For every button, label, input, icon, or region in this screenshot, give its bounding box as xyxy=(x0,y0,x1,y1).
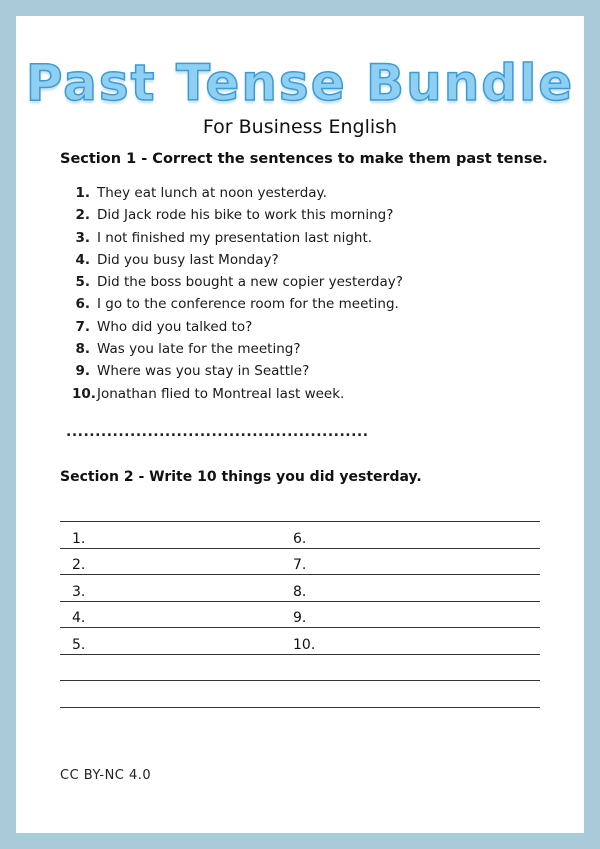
writing-line[interactable] xyxy=(60,602,540,629)
line-number-right: 10. xyxy=(293,636,316,653)
item-text: Did the boss bought a new copier yesterday? xyxy=(97,274,403,291)
line-number-left: 5. xyxy=(72,636,86,653)
line-number-left: 1. xyxy=(72,530,86,547)
list-item xyxy=(72,338,403,360)
item-number: 7. xyxy=(75,318,90,335)
writing-line[interactable] xyxy=(60,522,540,549)
item-text: I go to the conference room for the meeting. xyxy=(97,296,399,313)
list-item xyxy=(72,271,403,293)
item-number: 1. xyxy=(75,185,90,201)
list-item xyxy=(72,360,403,382)
list-item xyxy=(72,227,403,249)
line-number-right: 9. xyxy=(293,610,307,626)
list-item xyxy=(72,204,403,226)
line-number-left: 3. xyxy=(72,583,86,600)
item-text: Jonathan flied to Montreal last week. xyxy=(97,385,345,402)
section-1-heading: Section 1 - Correct the sentences to make them past tense. xyxy=(60,151,548,167)
writing-lines xyxy=(60,521,540,708)
item-number: 3. xyxy=(75,229,90,246)
item-number: 10. xyxy=(72,385,96,402)
item-text: Was you late for the meeting? xyxy=(97,341,301,358)
writing-line[interactable] xyxy=(60,681,540,708)
worksheet-page xyxy=(16,16,584,833)
item-text: They eat lunch at noon yesterday. xyxy=(97,185,327,201)
page-title: Past Tense Bundle xyxy=(25,54,575,112)
item-number: 4. xyxy=(75,251,90,268)
item-number: 2. xyxy=(75,207,90,224)
page-subtitle: For Business English xyxy=(202,116,398,138)
list-item xyxy=(72,383,403,405)
item-number: 9. xyxy=(75,363,90,380)
section-2-heading: Section 2 - Write 10 things you did yesterday. xyxy=(60,469,422,485)
list-item xyxy=(72,182,403,204)
item-text: Did you busy last Monday? xyxy=(97,251,279,268)
sentence-list xyxy=(72,182,403,405)
item-text: I not finished my presentation last night. xyxy=(97,229,373,246)
license-footer: CC BY-NC 4.0 xyxy=(60,768,152,783)
list-item xyxy=(72,316,403,338)
line-number-left: 2. xyxy=(72,557,86,573)
list-item xyxy=(72,249,403,271)
list-item xyxy=(72,293,403,315)
item-text: Where was you stay in Seattle? xyxy=(97,363,310,380)
line-number-right: 8. xyxy=(293,583,307,600)
writing-line[interactable] xyxy=(60,549,540,576)
item-text: Did Jack rode his bike to work this morning? xyxy=(97,207,394,224)
item-number: 5. xyxy=(75,274,90,291)
item-text: Who did you talked to? xyxy=(97,318,253,335)
line-number-right: 7. xyxy=(293,557,307,573)
item-number: 6. xyxy=(75,296,90,313)
item-number: 8. xyxy=(75,341,90,358)
dotted-divider: .................................................... xyxy=(66,424,369,440)
writing-line[interactable] xyxy=(60,655,540,682)
line-number-right: 6. xyxy=(293,530,307,547)
writing-line[interactable] xyxy=(60,575,540,602)
writing-line[interactable] xyxy=(60,628,540,655)
line-number-left: 4. xyxy=(72,610,86,626)
